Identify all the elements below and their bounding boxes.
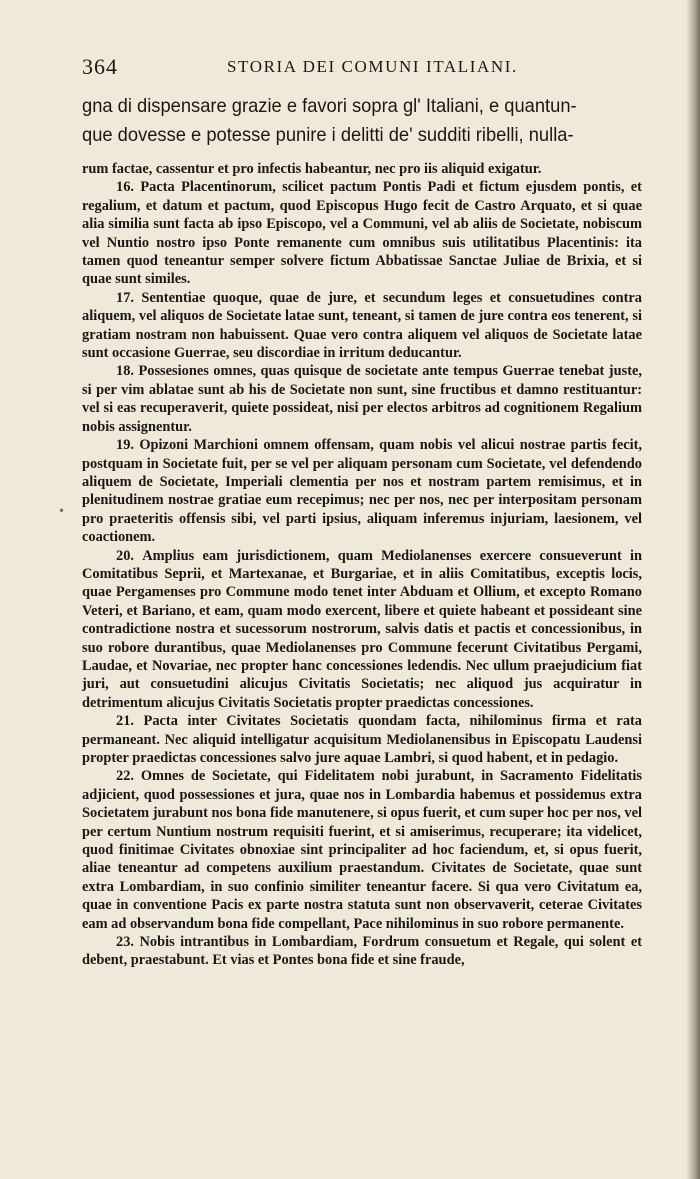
page-header xyxy=(82,54,642,84)
paragraph-text: Omnes de Societate, qui Fidelitatem nobi jurabunt, in Sacramento Fidelitatis adjicient, quod possessiones et jura, quae nos in Lombardia habemus et possidemus extra Societatem jurabunt nos bona fide manutenere, si opus fuerit, et cum super hoc per nos, vel per certum Nuntium nostrum requisiti fuerint, et si amiserimus, recuperare; ita videlicet, quod finitimae Civitates obnoxiae sint principaliter ad hoc faciendum, et, si opus fuerit, aliae teneantur ad competens auxilium praestandum. Civitates de Societate, quae sunt extra Lombardiam, in suo confinio similiter teneantur facere. Si qua vero Civitatum ea, quae in conventione Pacis ex parte nostra statuta sunt non observaverit, ceterae Civitates eam ad observandum bona fide compellant, Pace nihilominus in suo robore permanente. xyxy=(82,768,642,932)
paragraph-21 xyxy=(82,712,642,767)
paragraph-23 xyxy=(82,933,642,970)
paragraph-text: rum factae, cassentur et pro infectis habeantur, nec pro iis aliquid exigatur. xyxy=(82,161,542,177)
paragraph-22 xyxy=(82,767,642,933)
paragraph-text: Pacta Placentinorum, scilicet pactum Pontis Padi et fictum ejusdem pontis, et regalium, et datum et pactum, quod Episcopus Hugo fecit de Castro Arquato, et si quae alia similia sunt facta ab ipso Episcopo, vel a Communi, vel ab aliis de Societate, nobiscum vel Nuntio nostro ipso Ponte remanente cum omnibus suis utilitatibus Placentinis: ita tamen quod teneantur semper solvere fictum Abbatissae Sanctae Juliae de Brixia, et si quae sunt similes. xyxy=(82,179,642,288)
paragraph-19 xyxy=(82,436,642,546)
paragraph-number: 20. xyxy=(116,547,134,564)
paragraph-text: Opizoni Marchioni omnem offensam, quam nobis vel alicui nostrae partis fecit, postquam in Societate fuit, per se vel per aliquam personam cum Societate, vel defendendo aliquem de Societate, Imperiali clementia per nos et nostram partem remisimus, et in plenitudinem nostrae gratiae eum recepimus; nec per nos, nec per interpositam personam pro praeteritis offensis sibi, vel parti ipsius, aliquam inferemus injuriam, laesionem, vel coactionem. xyxy=(82,437,642,546)
paragraph-text: Possesiones omnes, quas quisque de societate ante tempus Guerrae tenebat juste, si per vim ablatae sunt ab his de Societate non sunt, sine fructibus et damno restituantur: vel si eas recuperaverit, quiete possideat, nisi per electos arbitros ad cognitionem Regalium nobis assignentur. xyxy=(82,363,642,435)
paragraph-text: Nobis intrantibus in Lombardiam, Fordrum consuetum et Regale, qui solent et debent, praestabunt. Et vias et Pontes bona fide et sine fraude, xyxy=(82,934,642,969)
paragraph-16 xyxy=(82,178,642,288)
document-body xyxy=(82,160,642,970)
paragraph-number: 21. xyxy=(116,713,134,730)
paragraph-17 xyxy=(82,289,642,363)
paragraph-number: 23. xyxy=(116,934,134,951)
paragraph-continued xyxy=(82,160,642,178)
paragraph-number: 16. xyxy=(116,179,134,196)
paragraph-20 xyxy=(82,547,642,713)
paragraph-text: Pacta inter Civitates Societatis quondam facta, nihilominus firma et rata permaneant. Nec aliquid intelligatur acquisitum Mediolanensibus in Episcopatu Laudensi propter praedictas concessiones salvo jure aquae Lambri, si quod habent, et in pedagio. xyxy=(82,713,642,766)
running-title: STORIA DEI COMUNI ITALIANI. xyxy=(227,57,518,76)
paragraph-18 xyxy=(82,362,642,436)
paragraph-number: 19. xyxy=(116,437,134,454)
intro-text xyxy=(82,92,608,149)
paragraph-number: 17. xyxy=(116,289,134,306)
paragraph-text: Sententiae quoque, quae de jure, et secundum leges et consuetudines contra aliquem, vel aliquos de Societate latae sunt, teneant, si tamen de jure contra eos tenerent, si gratiam nostram non habuissent. Quae vero contra aliquem vel aliquos de Societate latae sunt occasione Guerrae, seu discordiae in irritum deducantur. xyxy=(82,289,642,362)
page-edge-shadow xyxy=(686,0,700,1179)
intro-line: que dovesse e potesse punire i delitti de' sudditi ribelli, nulla- xyxy=(82,123,574,146)
paragraph-number: 22. xyxy=(116,768,134,785)
intro-line: gna di dispensare grazie e favori sopra gl' Italiani, e quantun- xyxy=(82,95,577,117)
paragraph-text: Amplius eam jurisdictionem, quam Mediolanenses exercere consueverunt in Comitatibus Seprii, et Martexanae, et Burgariae, et in aliis Comitatibus, exceptis locis, quae Pergamenses pro Commune modo tenet inter Abduam et Ollium, et excepto Romano Veteri, et Bariano, et eam, quam modo exercent, libere et quiete habeant et possideant sine contradictione nostra et sucessorum nostrorum, salvis datis et pactis et concessionibus, in suo robore durantibus, quae Mediolanenses pro Commune fecerunt Civitatibus Pergami, Laudae, et Novariae, nec propter hanc concessiones ledendis. Nec ullum praejudicium fiat juri, aut consuetudini alicujus Civitatis Societatis; nec aliquod jus acquiratur in detrimentum alicujus Civitatis Societatis propter praedictas concessiones. xyxy=(82,547,642,711)
margin-mark: • xyxy=(58,504,66,518)
page-number: 364 xyxy=(82,54,118,79)
paragraph-number: 18. xyxy=(116,363,134,380)
